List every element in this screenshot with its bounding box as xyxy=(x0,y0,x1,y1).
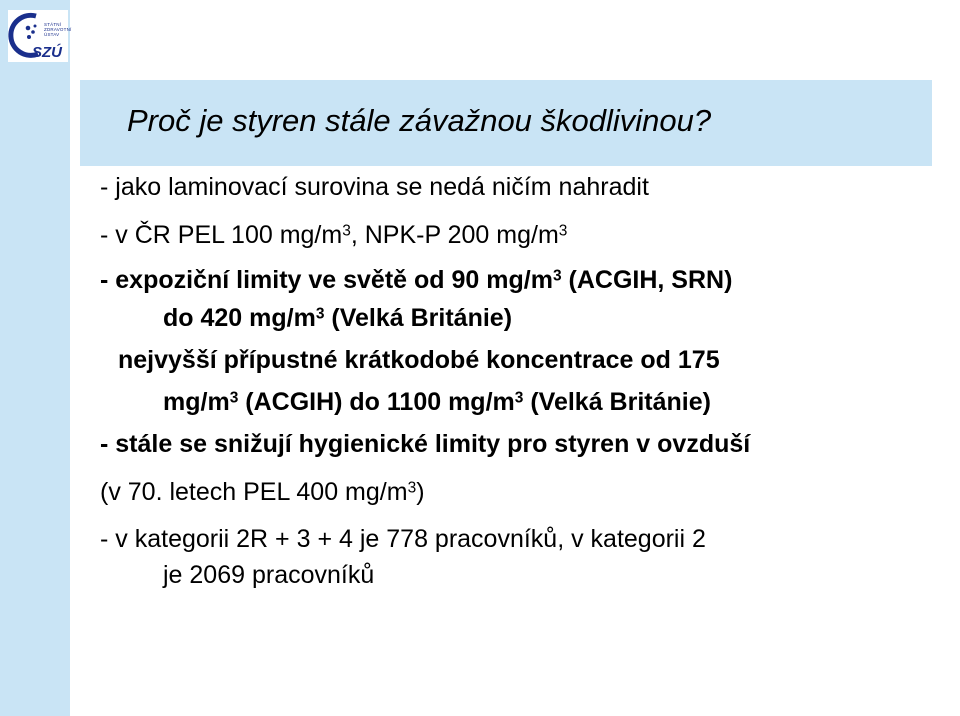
logo-abbr: SZÚ xyxy=(32,44,62,61)
bullet-line-2: - v ČR PEL 100 $mg/m^3$, NPK-P 200 $mg/m^3$ xyxy=(100,221,568,249)
left-sidebar-band xyxy=(0,0,70,716)
logo-small-text: STÁTNÍ ZDRAVOTNÍ ÚSTAV xyxy=(44,22,72,37)
bullet-line-9: - v kategorii 2R + 3 + 4 je 778 pracovníků, v kategorii 2 xyxy=(100,525,706,553)
bullet-line-3: - expoziční limity ve světě od 90 $mg/m^3$ (ACGIH, SRN) xyxy=(100,266,733,294)
slide-title: Proč je styren stále závažnou škodlivinou? xyxy=(127,103,712,138)
bullet-line-6: $mg/m^3$ (ACGIH) do 1100 $mg/m^3$ (Velká Británie) xyxy=(163,388,711,416)
bullet-line-8: (v 70. letech PEL 400 $mg/m^3$) xyxy=(100,478,425,506)
bullet-line-10: je 2069 pracovníků xyxy=(163,561,375,589)
bullet-line-4: do 420 $mg/m^3$ (Velká Británie) xyxy=(163,304,513,332)
bullet-line-7: - stále se snižují hygienické limity pro styren v ovzduší xyxy=(100,430,751,458)
bullet-line-5: nejvyšší přípustné krátkodobé koncentrace od 175 xyxy=(118,346,720,374)
szu-logo xyxy=(8,10,72,62)
bullet-line-1: - jako laminovací surovina se nedá ničím nahradit xyxy=(100,173,649,201)
